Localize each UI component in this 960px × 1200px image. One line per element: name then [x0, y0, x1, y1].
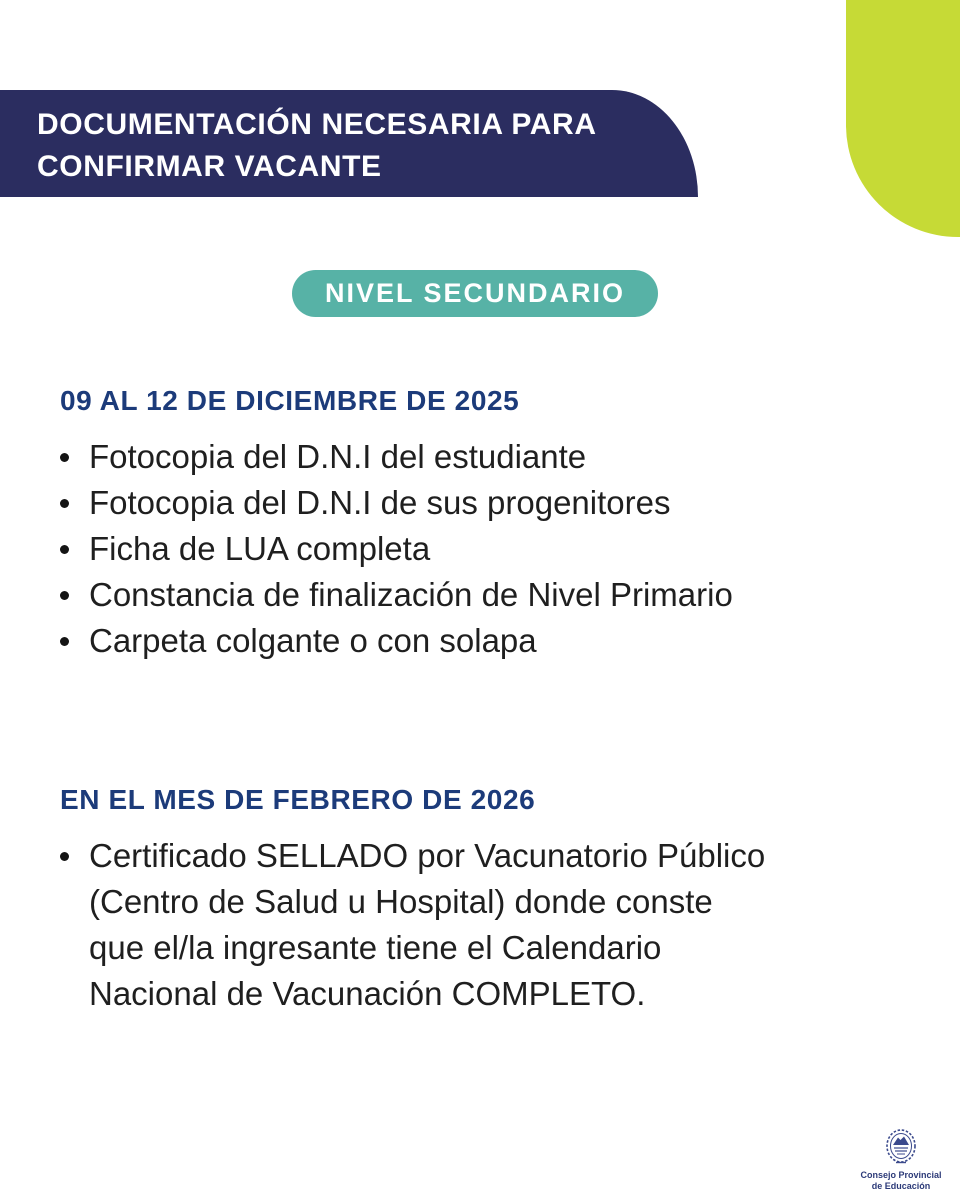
org-name-line2: de Educación: [871, 1181, 931, 1191]
org-name-line1: Consejo Provincial: [860, 1170, 942, 1180]
bullet-dot-icon: [60, 499, 69, 508]
section-heading: 09 AL 12 DE DICIEMBRE DE 2025: [60, 385, 520, 416]
list-item: [60, 833, 910, 1017]
list-item: [60, 572, 910, 618]
bullet-dot-icon: [60, 637, 69, 646]
list-item-text: Carpeta colgante o con solapa: [89, 622, 537, 659]
provincial-education-seal-icon: [885, 1129, 917, 1167]
list-item: [60, 480, 910, 526]
org-name: [846, 1170, 956, 1192]
footer-logo: [846, 1129, 956, 1192]
document-list: [60, 434, 910, 664]
banner-title-line1: DOCUMENTACIÓN NECESARIA PARA: [37, 108, 597, 141]
title-banner: [0, 90, 698, 197]
section-february: [60, 783, 910, 1017]
level-badge-label: NIVEL SECUNDARIO: [324, 278, 626, 308]
green-corner-shape: [846, 0, 960, 237]
document-list: [60, 833, 910, 1017]
bullet-dot-icon: [60, 453, 69, 462]
list-item: [60, 526, 910, 572]
list-item-text: Fotocopia del D.N.I de sus progenitores: [89, 484, 671, 521]
list-item-text: Constancia de finalización de Nivel Primario: [89, 576, 733, 613]
list-item-text: Ficha de LUA completa: [89, 530, 431, 567]
bullet-dot-icon: [60, 545, 69, 554]
banner-title-line2: CONFIRMAR VACANTE: [37, 150, 382, 183]
list-item: [60, 434, 910, 480]
section-december: [60, 384, 910, 664]
list-item: [60, 618, 910, 664]
bullet-dot-icon: [60, 591, 69, 600]
bullet-dot-icon: [60, 852, 69, 861]
list-item-text: Certificado SELLADO por Vacunatorio Público (Centro de Salud u Hospital) donde conste que el/la ingresante tiene el Calendario Nacional de Vacunación COMPLETO.: [89, 837, 766, 1012]
level-badge: [292, 270, 658, 317]
section-heading: EN EL MES DE FEBRERO DE 2026: [60, 784, 536, 815]
list-item-text: Fotocopia del D.N.I del estudiante: [89, 438, 587, 475]
